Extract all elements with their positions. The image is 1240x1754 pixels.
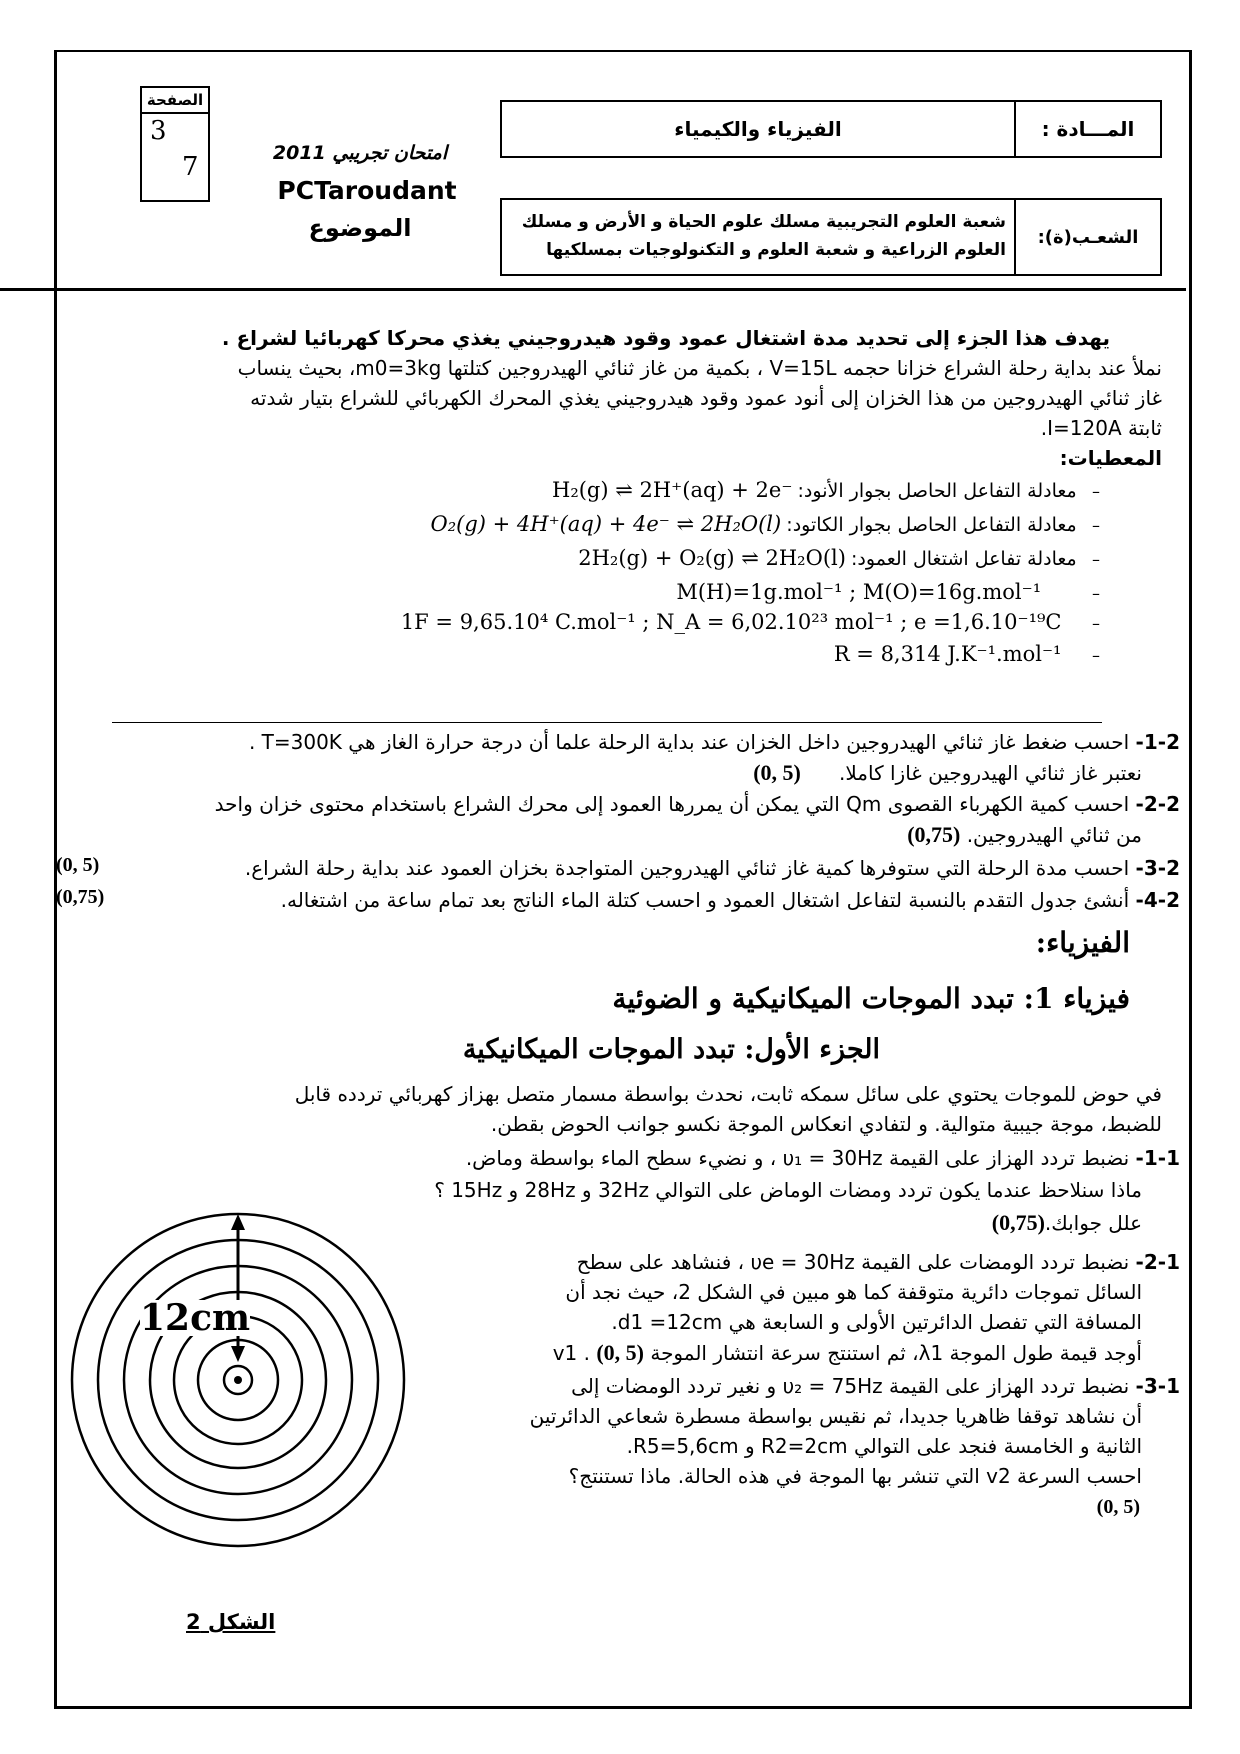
given-1 (552, 478, 1100, 502)
chem-q1-line1 (249, 730, 1180, 754)
bullet-dash: – (1061, 614, 1100, 633)
phys-q3-line2: أن نشاهد توقفا ظاهريا جديدا، ثم نقيس بواسطة مسطرة شعاعي الدائرتين (529, 1404, 1142, 1428)
given-2-equation: O₂(g) + 4H⁺(aq) + 4e⁻ ⇌ 2H₂O(l) (430, 512, 782, 536)
phys-q2-number: 2-1- (1135, 1250, 1180, 1274)
given-5 (401, 610, 1100, 634)
given-1-equation: H₂(g) ⇌ 2H⁺(aq) + 2e⁻ (552, 478, 793, 502)
page-number-box (140, 86, 210, 202)
chem-q4-number: 4-2- (1135, 888, 1180, 912)
header-divider (0, 288, 1186, 291)
chem-intro-1: نملأ عند بداية رحلة الشراع خزانا حجمه V=15L ، بكمية من غاز ثنائي الهيدروجين كتلتها m0=3kg، بحيث ينساب (237, 356, 1162, 380)
given-2-text: معادلة التفاعل الحاصل بجوار الكاتود: (786, 514, 1077, 536)
chem-q2-line1 (215, 792, 1180, 816)
phys-q2-line2: السائل تموجات دائرية متوقفة كما هو مبين في الشكل 2، حيث نجد أن (565, 1280, 1142, 1304)
given-1-text: معادلة التفاعل الحاصل بجوار الأنود: (797, 480, 1077, 502)
subject-label: المـــادة : (1041, 117, 1135, 141)
branch-line-2: العلوم الزراعية و شعبة العلوم و التكنولوجيات بمسلكيها (546, 240, 1006, 260)
chem-q1-score: (0, 5) (753, 760, 801, 785)
given-6-values: R = 8,314 J.K⁻¹.mol⁻¹ (833, 642, 1062, 666)
arrow-head-top-icon (231, 1214, 245, 1230)
phys-q2-text: نضبط تردد الومضات على القيمة υe = 30Hz ، فنشاهد على سطح (576, 1250, 1130, 1274)
page-total: 7 (182, 152, 199, 182)
chem-q4-score: (0,75) (56, 886, 105, 908)
subject-value: الفيزياء والكيمياء (502, 102, 1016, 156)
phys-q1-number: 1-1- (1135, 1146, 1180, 1170)
subject-box (500, 100, 1162, 158)
physics-part-title: الجزء الأول: تبدد الموجات الميكانيكية (462, 1034, 880, 1065)
phys-q3-line3: الثانية و الخامسة فنجد على التوالي R2=2cm و R5=5,6cm. (626, 1434, 1142, 1458)
branch-line-1: شعبة العلوم التجريبية مسلك علوم الحياة و الأرض و مسلك (521, 212, 1006, 232)
chem-q3-line (245, 856, 1180, 880)
given-3 (578, 546, 1100, 570)
chem-q1-number: 1-2- (1135, 730, 1180, 754)
chem-q4-text: أنشئ جدول التقدم بالنسبة لتفاعل اشتغال العمود و احسب كتلة الماء الناتج بعد تمام ساعة من اشتغاله. (280, 888, 1130, 912)
phys-q2-line1 (577, 1250, 1180, 1274)
bullet-dash: – (1076, 482, 1100, 501)
chem-q2-text: احسب كمية الكهرباء القصوى Qm التي يمكن أن يمررها العمود إلى محرك الشراع باستخدام محتوى خزان واحد (214, 792, 1130, 816)
phys-q1-text: نضبط تردد الهزاز على القيمة υ₁ = 30Hz ، و نضيء سطح الماء بواسطة وماض. (465, 1146, 1130, 1170)
page-label: الصفحة (142, 88, 208, 114)
branch-box (500, 198, 1162, 276)
figure-dimension-label: 12cm (140, 1297, 251, 1339)
given-4 (676, 580, 1100, 604)
page-num: 3 (150, 116, 167, 146)
phys-q1-line3 (992, 1210, 1142, 1236)
physics-intro-1: في حوض للموجات يحتوي على سائل سمكه ثابت، نحدث بواسطة مسمار متصل بهزاز كهربائي تردده قابل (294, 1082, 1162, 1106)
bullet-dash: – (1061, 646, 1100, 665)
phys-q3-score: (0, 5) (1096, 1496, 1140, 1518)
chem-intro-2: غاز ثنائي الهيدروجين من هذا الخزان إلى أنود عمود وقود هيدروجيني يغذي المحرك الكهربائي للشراع بتيار شدته (250, 386, 1162, 410)
physics-exercise-title: فيزياء 1: تبدد الموجات الميكانيكية و الضوئية (612, 982, 1130, 1015)
phys-q2-text-4: أوجد قيمة طول الموجة λ1، ثم استنتج سرعة انتشار الموجة v1 . (552, 1341, 1142, 1365)
arrow-head-bottom-icon (231, 1346, 245, 1362)
chem-q3-text: احسب مدة الرحلة التي ستوفرها كمية غاز ثنائي الهيدروجين المتواجدة بخزان العمود عند بداية رحلة الشراع. (244, 856, 1130, 880)
given-5-values: 1F = 9,65.10⁴ C.mol⁻¹ ; N_A = 6,02.10²³ mol⁻¹ ; e =1,6.10⁻¹⁹C (400, 610, 1062, 634)
given-6 (834, 642, 1100, 666)
bullet-dash: – (1076, 550, 1100, 569)
chem-q4-line (281, 888, 1180, 912)
bullet-dash: – (1076, 516, 1100, 535)
chem-intro-3: ثابتة I=120A. (1040, 416, 1162, 440)
givens-divider (112, 722, 1102, 723)
figure-caption: الشكل 2 (186, 1610, 276, 1634)
phys-q2-score: (0, 5) (596, 1340, 644, 1365)
given-3-text: معادلة تفاعل اشتغال العمود: (851, 548, 1077, 570)
branch-value (502, 200, 1016, 274)
source-point (234, 1376, 242, 1384)
topic-label: الموضوع (308, 214, 412, 242)
chem-q2-score: (0,75) (907, 822, 961, 847)
chem-aim: يهدف هذا الجزء إلى تحديد مدة اشتغال عمود وقود هيدروجيني يغذي محركا كهربائيا لشراع . (221, 326, 1110, 350)
phys-q2-line4 (553, 1340, 1142, 1366)
chem-q1-text: احسب ضغط غاز ثنائي الهيدروجين داخل الخزان عند بداية الرحلة علما أن درجة حرارة الغاز هي T=300K . (248, 730, 1130, 754)
phys-q1-line1 (466, 1146, 1180, 1170)
chem-q1-line2 (753, 760, 1142, 786)
exam-title: امتحان تجريبي 2011 (272, 142, 448, 164)
chem-q2-number: 2-2- (1135, 792, 1180, 816)
chem-q3-number: 3-2- (1135, 856, 1180, 880)
chem-q2-line2 (907, 822, 1142, 848)
given-3-equation: 2H₂(g) + O₂(g) ⇌ 2H₂O(l) (578, 546, 846, 570)
phys-q1-text-3: علل جوابك. (1044, 1211, 1142, 1235)
author: PCTaroudant (277, 176, 457, 205)
bullet-dash: – (1041, 584, 1100, 603)
phys-q3-number: 3-1- (1135, 1374, 1180, 1398)
physics-intro-2: للضبط، موجة جيبية متوالية. و لتفادي انعكاس الموجة نكسو جوانب الحوض بقطن. (490, 1112, 1162, 1136)
chem-q3-score: (0, 5) (56, 854, 100, 876)
chem-q1-text-2: نعتبر غاز ثنائي الهيدروجين غازا كاملا. (839, 761, 1142, 785)
phys-q3-line1 (571, 1374, 1180, 1398)
figure-2-concentric-waves (64, 1204, 414, 1554)
phys-q3-line4: احسب السرعة v2 التي تنشر بها الموجة في هذه الحالة. ماذا تستنتج؟ (568, 1464, 1142, 1488)
given-2 (431, 512, 1101, 536)
chem-q2-text-2: من ثنائي الهيدروجين. (966, 823, 1142, 847)
phys-q1-line2: ماذا سنلاحظ عندما يكون تردد ومضات الوماض على التوالي 32Hz و 28Hz و 15Hz ؟ (434, 1178, 1142, 1202)
physics-section-title: الفيزياء: (1035, 926, 1130, 959)
phys-q1-score: (0,75) (991, 1210, 1045, 1235)
branch-label: الشعـب(ة): (1037, 226, 1139, 248)
givens-title: المعطيات: (1059, 446, 1162, 470)
given-4-values: M(H)=1g.mol⁻¹ ; M(O)=16g.mol⁻¹ (676, 580, 1042, 604)
phys-q3-text: نضبط تردد الهزاز على القيمة υ₂ = 75Hz و نغير تردد الومضات إلى (571, 1374, 1130, 1398)
phys-q2-line3: المسافة التي تفصل الدائرتين الأولى و السابعة هي d1 =12cm. (611, 1310, 1142, 1334)
